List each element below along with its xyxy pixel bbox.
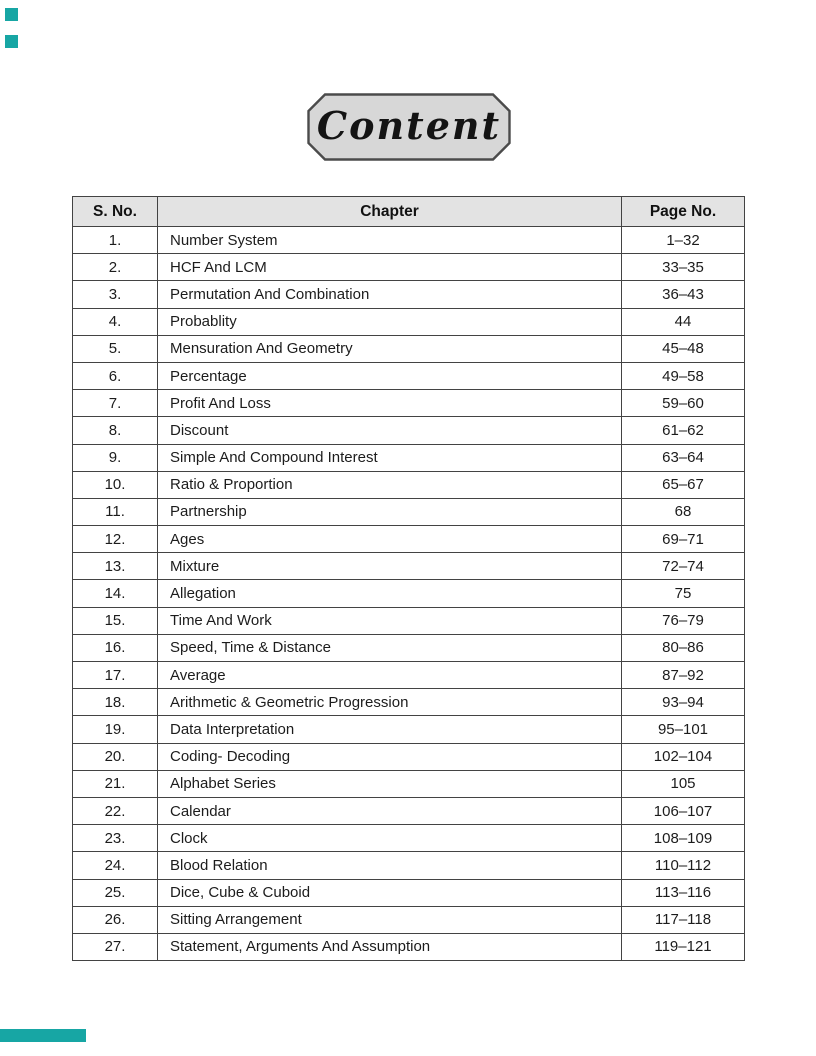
contents-table xyxy=(72,196,745,961)
cell-sno: 24. xyxy=(73,852,158,879)
col-header-chapter: Chapter xyxy=(158,197,622,227)
cell-chapter: Probablity xyxy=(158,308,622,335)
cell-chapter: Dice, Cube & Cuboid xyxy=(158,879,622,906)
cell-pages: 36–43 xyxy=(622,281,745,308)
table-row xyxy=(73,825,745,852)
table-row xyxy=(73,444,745,471)
cell-chapter: Clock xyxy=(158,825,622,852)
col-header-sno: S. No. xyxy=(73,197,158,227)
cell-chapter: Alphabet Series xyxy=(158,770,622,797)
cell-chapter: Statement, Arguments And Assumption xyxy=(158,933,622,960)
cell-sno: 2. xyxy=(73,254,158,281)
cell-sno: 5. xyxy=(73,335,158,362)
cell-pages: 106–107 xyxy=(622,797,745,824)
table-row xyxy=(73,634,745,661)
cell-chapter: Number System xyxy=(158,227,622,254)
cell-sno: 14. xyxy=(73,580,158,607)
table-row xyxy=(73,471,745,498)
cell-sno: 11. xyxy=(73,498,158,525)
table-row xyxy=(73,879,745,906)
table-row xyxy=(73,281,745,308)
cell-chapter: Coding- Decoding xyxy=(158,743,622,770)
cell-pages: 72–74 xyxy=(622,553,745,580)
cell-pages: 119–121 xyxy=(622,933,745,960)
cell-pages: 33–35 xyxy=(622,254,745,281)
cell-sno: 12. xyxy=(73,526,158,553)
cell-pages: 61–62 xyxy=(622,417,745,444)
cell-sno: 25. xyxy=(73,879,158,906)
cell-sno: 21. xyxy=(73,770,158,797)
table-row xyxy=(73,254,745,281)
table-row xyxy=(73,526,745,553)
table-row xyxy=(73,580,745,607)
cell-sno: 23. xyxy=(73,825,158,852)
table-row xyxy=(73,689,745,716)
cell-sno: 18. xyxy=(73,689,158,716)
cell-pages: 93–94 xyxy=(622,689,745,716)
cell-sno: 3. xyxy=(73,281,158,308)
table-row xyxy=(73,933,745,960)
cell-pages: 44 xyxy=(622,308,745,335)
table-row xyxy=(73,390,745,417)
table-row xyxy=(73,362,745,389)
table-row xyxy=(73,335,745,362)
cell-sno: 7. xyxy=(73,390,158,417)
cell-sno: 8. xyxy=(73,417,158,444)
cell-chapter: Average xyxy=(158,662,622,689)
cell-chapter: Arithmetic & Geometric Progression xyxy=(158,689,622,716)
cell-chapter: HCF And LCM xyxy=(158,254,622,281)
table-row xyxy=(73,607,745,634)
cell-chapter: Mensuration And Geometry xyxy=(158,335,622,362)
cell-pages: 59–60 xyxy=(622,390,745,417)
cell-sno: 13. xyxy=(73,553,158,580)
table-header-row xyxy=(73,197,745,227)
cell-pages: 49–58 xyxy=(622,362,745,389)
cell-sno: 9. xyxy=(73,444,158,471)
cell-pages: 102–104 xyxy=(622,743,745,770)
cell-chapter: Profit And Loss xyxy=(158,390,622,417)
cell-pages: 108–109 xyxy=(622,825,745,852)
cell-chapter: Ratio & Proportion xyxy=(158,471,622,498)
cell-pages: 1–32 xyxy=(622,227,745,254)
cell-sno: 15. xyxy=(73,607,158,634)
table-row xyxy=(73,852,745,879)
cell-pages: 63–64 xyxy=(622,444,745,471)
cell-chapter: Ages xyxy=(158,526,622,553)
col-header-pages: Page No. xyxy=(622,197,745,227)
cell-pages: 87–92 xyxy=(622,662,745,689)
cell-sno: 10. xyxy=(73,471,158,498)
corner-accent-square-top-2 xyxy=(5,35,18,48)
cell-pages: 95–101 xyxy=(622,716,745,743)
page-title: Content xyxy=(316,103,502,148)
cell-sno: 27. xyxy=(73,933,158,960)
cell-chapter: Calendar xyxy=(158,797,622,824)
cell-sno: 26. xyxy=(73,906,158,933)
cell-chapter: Simple And Compound Interest xyxy=(158,444,622,471)
cell-chapter: Mixture xyxy=(158,553,622,580)
table-row xyxy=(73,716,745,743)
cell-pages: 105 xyxy=(622,770,745,797)
cell-sno: 19. xyxy=(73,716,158,743)
title-badge xyxy=(307,93,511,161)
cell-pages: 45–48 xyxy=(622,335,745,362)
table-row xyxy=(73,906,745,933)
table-row xyxy=(73,797,745,824)
corner-accent-square-top-1 xyxy=(5,8,18,21)
cell-chapter: Speed, Time & Distance xyxy=(158,634,622,661)
table-row xyxy=(73,770,745,797)
table-row xyxy=(73,417,745,444)
bottom-edge-accent-bar xyxy=(0,1029,86,1042)
cell-sno: 17. xyxy=(73,662,158,689)
cell-pages: 110–112 xyxy=(622,852,745,879)
cell-sno: 20. xyxy=(73,743,158,770)
table-row xyxy=(73,308,745,335)
cell-pages: 113–116 xyxy=(622,879,745,906)
table-row xyxy=(73,743,745,770)
cell-sno: 22. xyxy=(73,797,158,824)
cell-pages: 69–71 xyxy=(622,526,745,553)
cell-chapter: Sitting Arrangement xyxy=(158,906,622,933)
cell-sno: 6. xyxy=(73,362,158,389)
table-row xyxy=(73,227,745,254)
table-row xyxy=(73,553,745,580)
cell-sno: 16. xyxy=(73,634,158,661)
cell-pages: 68 xyxy=(622,498,745,525)
cell-pages: 65–67 xyxy=(622,471,745,498)
cell-chapter: Time And Work xyxy=(158,607,622,634)
cell-chapter: Partnership xyxy=(158,498,622,525)
cell-chapter: Blood Relation xyxy=(158,852,622,879)
cell-sno: 4. xyxy=(73,308,158,335)
cell-pages: 76–79 xyxy=(622,607,745,634)
cell-pages: 80–86 xyxy=(622,634,745,661)
cell-pages: 75 xyxy=(622,580,745,607)
cell-sno: 1. xyxy=(73,227,158,254)
cell-chapter: Percentage xyxy=(158,362,622,389)
table-row xyxy=(73,498,745,525)
cell-chapter: Allegation xyxy=(158,580,622,607)
table-row xyxy=(73,662,745,689)
cell-chapter: Permutation And Combination xyxy=(158,281,622,308)
cell-pages: 117–118 xyxy=(622,906,745,933)
cell-chapter: Discount xyxy=(158,417,622,444)
cell-chapter: Data Interpretation xyxy=(158,716,622,743)
